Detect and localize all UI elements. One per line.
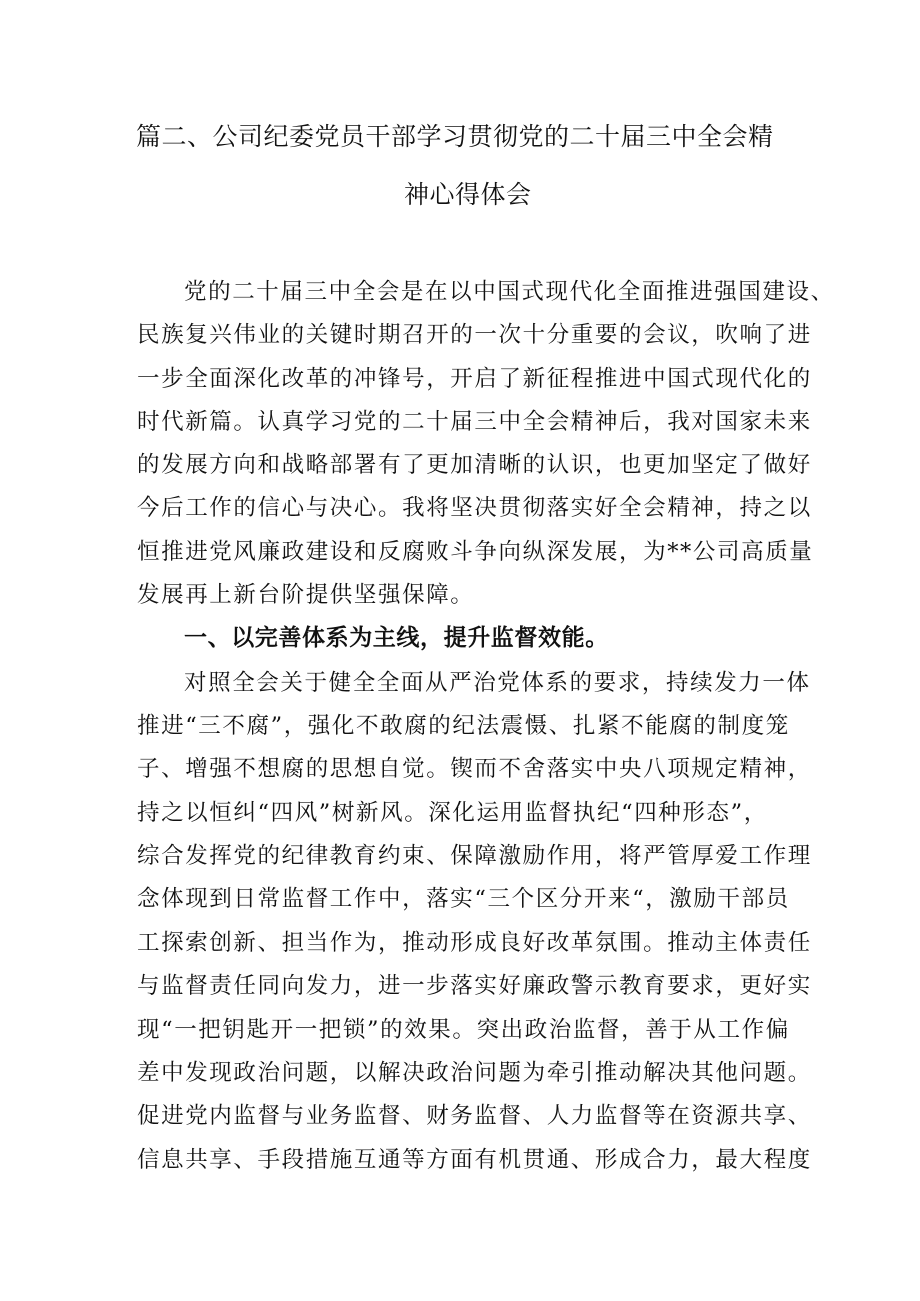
section-heading: 一、以完善体系为主线，提升监督效能。: [184, 625, 609, 651]
paragraph-line: 持之以恒纠“四风”树新风。深化运用监督执纪“四种形态”，: [137, 800, 768, 826]
paragraph-line: 的发展方向和战略部署有了更加清晰的认识，也更加坚定了做好: [137, 452, 812, 478]
paragraph-line: 念体现到日常监督工作中，落实“三个区分开来“，激励干部员: [137, 886, 790, 912]
paragraph-line: 与监督责任同向发力，进一步落实好廉政警示教育要求，更好实: [137, 973, 812, 999]
paragraph-line: 促进党内监督与业务监督、财务监督、人力监督等在资源共享、: [137, 1103, 812, 1129]
paragraph-line: 现“一把钥匙开一把锁”的效果。突出政治监督，善于从工作偏: [137, 1017, 790, 1043]
paragraph-line: 推进“三不腐”，强化不敢腐的纪法震慑、扎紧不能腐的制度笼: [137, 713, 790, 739]
paragraph-line: 信息共享、手段措施互通等方面有机贯通、形成合力，最大程度: [137, 1147, 812, 1173]
paragraph-line: 一步全面深化改革的冲锋号，开启了新征程推进中国式现代化的: [137, 366, 812, 392]
paragraph-line: 差中发现政治问题，以解决政治问题为牵引推动解决其他问题。: [137, 1060, 812, 1086]
document-title-line-2: 神心得体会: [404, 180, 532, 209]
paragraph-line: 工探索创新、担当作为，推动形成良好改革氛围。推动主体责任: [137, 930, 812, 956]
paragraph-line: 民族复兴伟业的关键时期召开的一次十分重要的会议，吹响了进: [137, 322, 812, 348]
paragraph-line: 对照全会关于健全全面从严治党体系的要求，持续发力一体: [184, 670, 811, 696]
paragraph-line: 子、增强不想腐的思想自觉。锲而不舍落实中央八项规定精神，: [137, 756, 812, 782]
paragraph-line: 时代新篇。认真学习党的二十届三中全会精神后，我对国家未来: [137, 409, 812, 435]
paragraph-line: 综合发挥党的纪律教育约束、保障激励作用，将严管厚爱工作理: [137, 843, 812, 869]
paragraph-line: 今后工作的信心与决心。我将坚决贯彻落实好全会精神，持之以: [137, 495, 812, 521]
paragraph-line: 党的二十届三中全会是在以中国式现代化全面推进强国建设、: [184, 279, 835, 305]
paragraph-line: 发展再上新台阶提供坚强保障。: [137, 582, 475, 608]
document-title-line-1: 篇二、公司纪委党员干部学习贯彻党的二十届三中全会精: [136, 122, 774, 151]
paragraph-line: 恒推进党风廉政建设和反腐败斗争向纵深发展，为**公司高质量: [137, 539, 814, 565]
